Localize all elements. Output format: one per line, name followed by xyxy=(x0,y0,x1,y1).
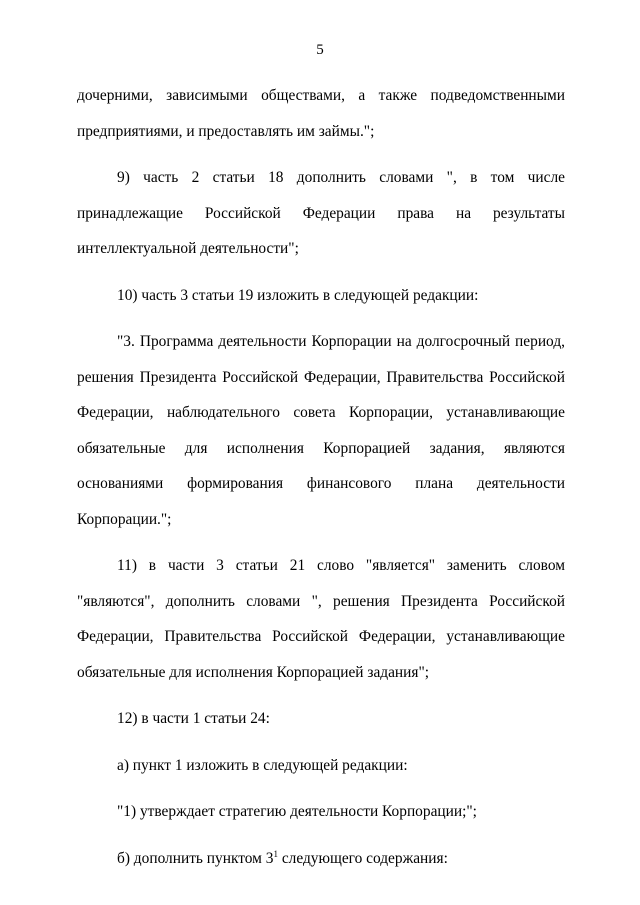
page-number: 5 xyxy=(316,42,324,58)
subitem-b-text-before: б) дополнить пунктом 3 xyxy=(117,849,274,867)
paragraph-subitem-b xyxy=(77,841,565,877)
document-body xyxy=(77,78,565,876)
paragraph-subitem-a: а) пункт 1 изложить в следующей редакции: xyxy=(117,756,408,774)
paragraph-item-9: 9) часть 2 статьи 18 дополнить словами ", в том числе принадлежащие Российской Федерации права на результаты интеллектуальной деятельности"; xyxy=(77,169,565,257)
paragraph-item-11: 11) в части 3 статьи 21 слово "является" заменить словом "являются", дополнить словами ", решения Президента Российской Федерации, Правительства Российской Федерации, устанавливающие обязательные для исполнения Корпорацией задания"; xyxy=(77,557,565,681)
paragraph-quoted-part-3: "3. Программа деятельности Корпорации на долгосрочный период, решения Президента Российской Федерации, Правительства Российской Федерации, наблюдательного совета Корпорации, устанавливающие обязательные для исполнения Корпорацией задания, являются основаниями формирования финансового плана деятельности Корпорации."; xyxy=(77,333,565,528)
subitem-b-text-after: следующего содержания: xyxy=(277,849,448,867)
paragraph-item-10: 10) часть 3 статьи 19 изложить в следующей редакции: xyxy=(117,286,479,304)
paragraph-quoted-point-1: "1) утверждает стратегию деятельности Корпорации;"; xyxy=(117,803,477,820)
paragraph-item-12: 12) в части 1 статьи 24: xyxy=(117,710,270,727)
paragraph-continuation: дочерними, зависимыми обществами, а также подведомственными предприятиями, и предоставлять им займы."; xyxy=(77,87,565,140)
superscript-one: 1 xyxy=(273,848,278,859)
